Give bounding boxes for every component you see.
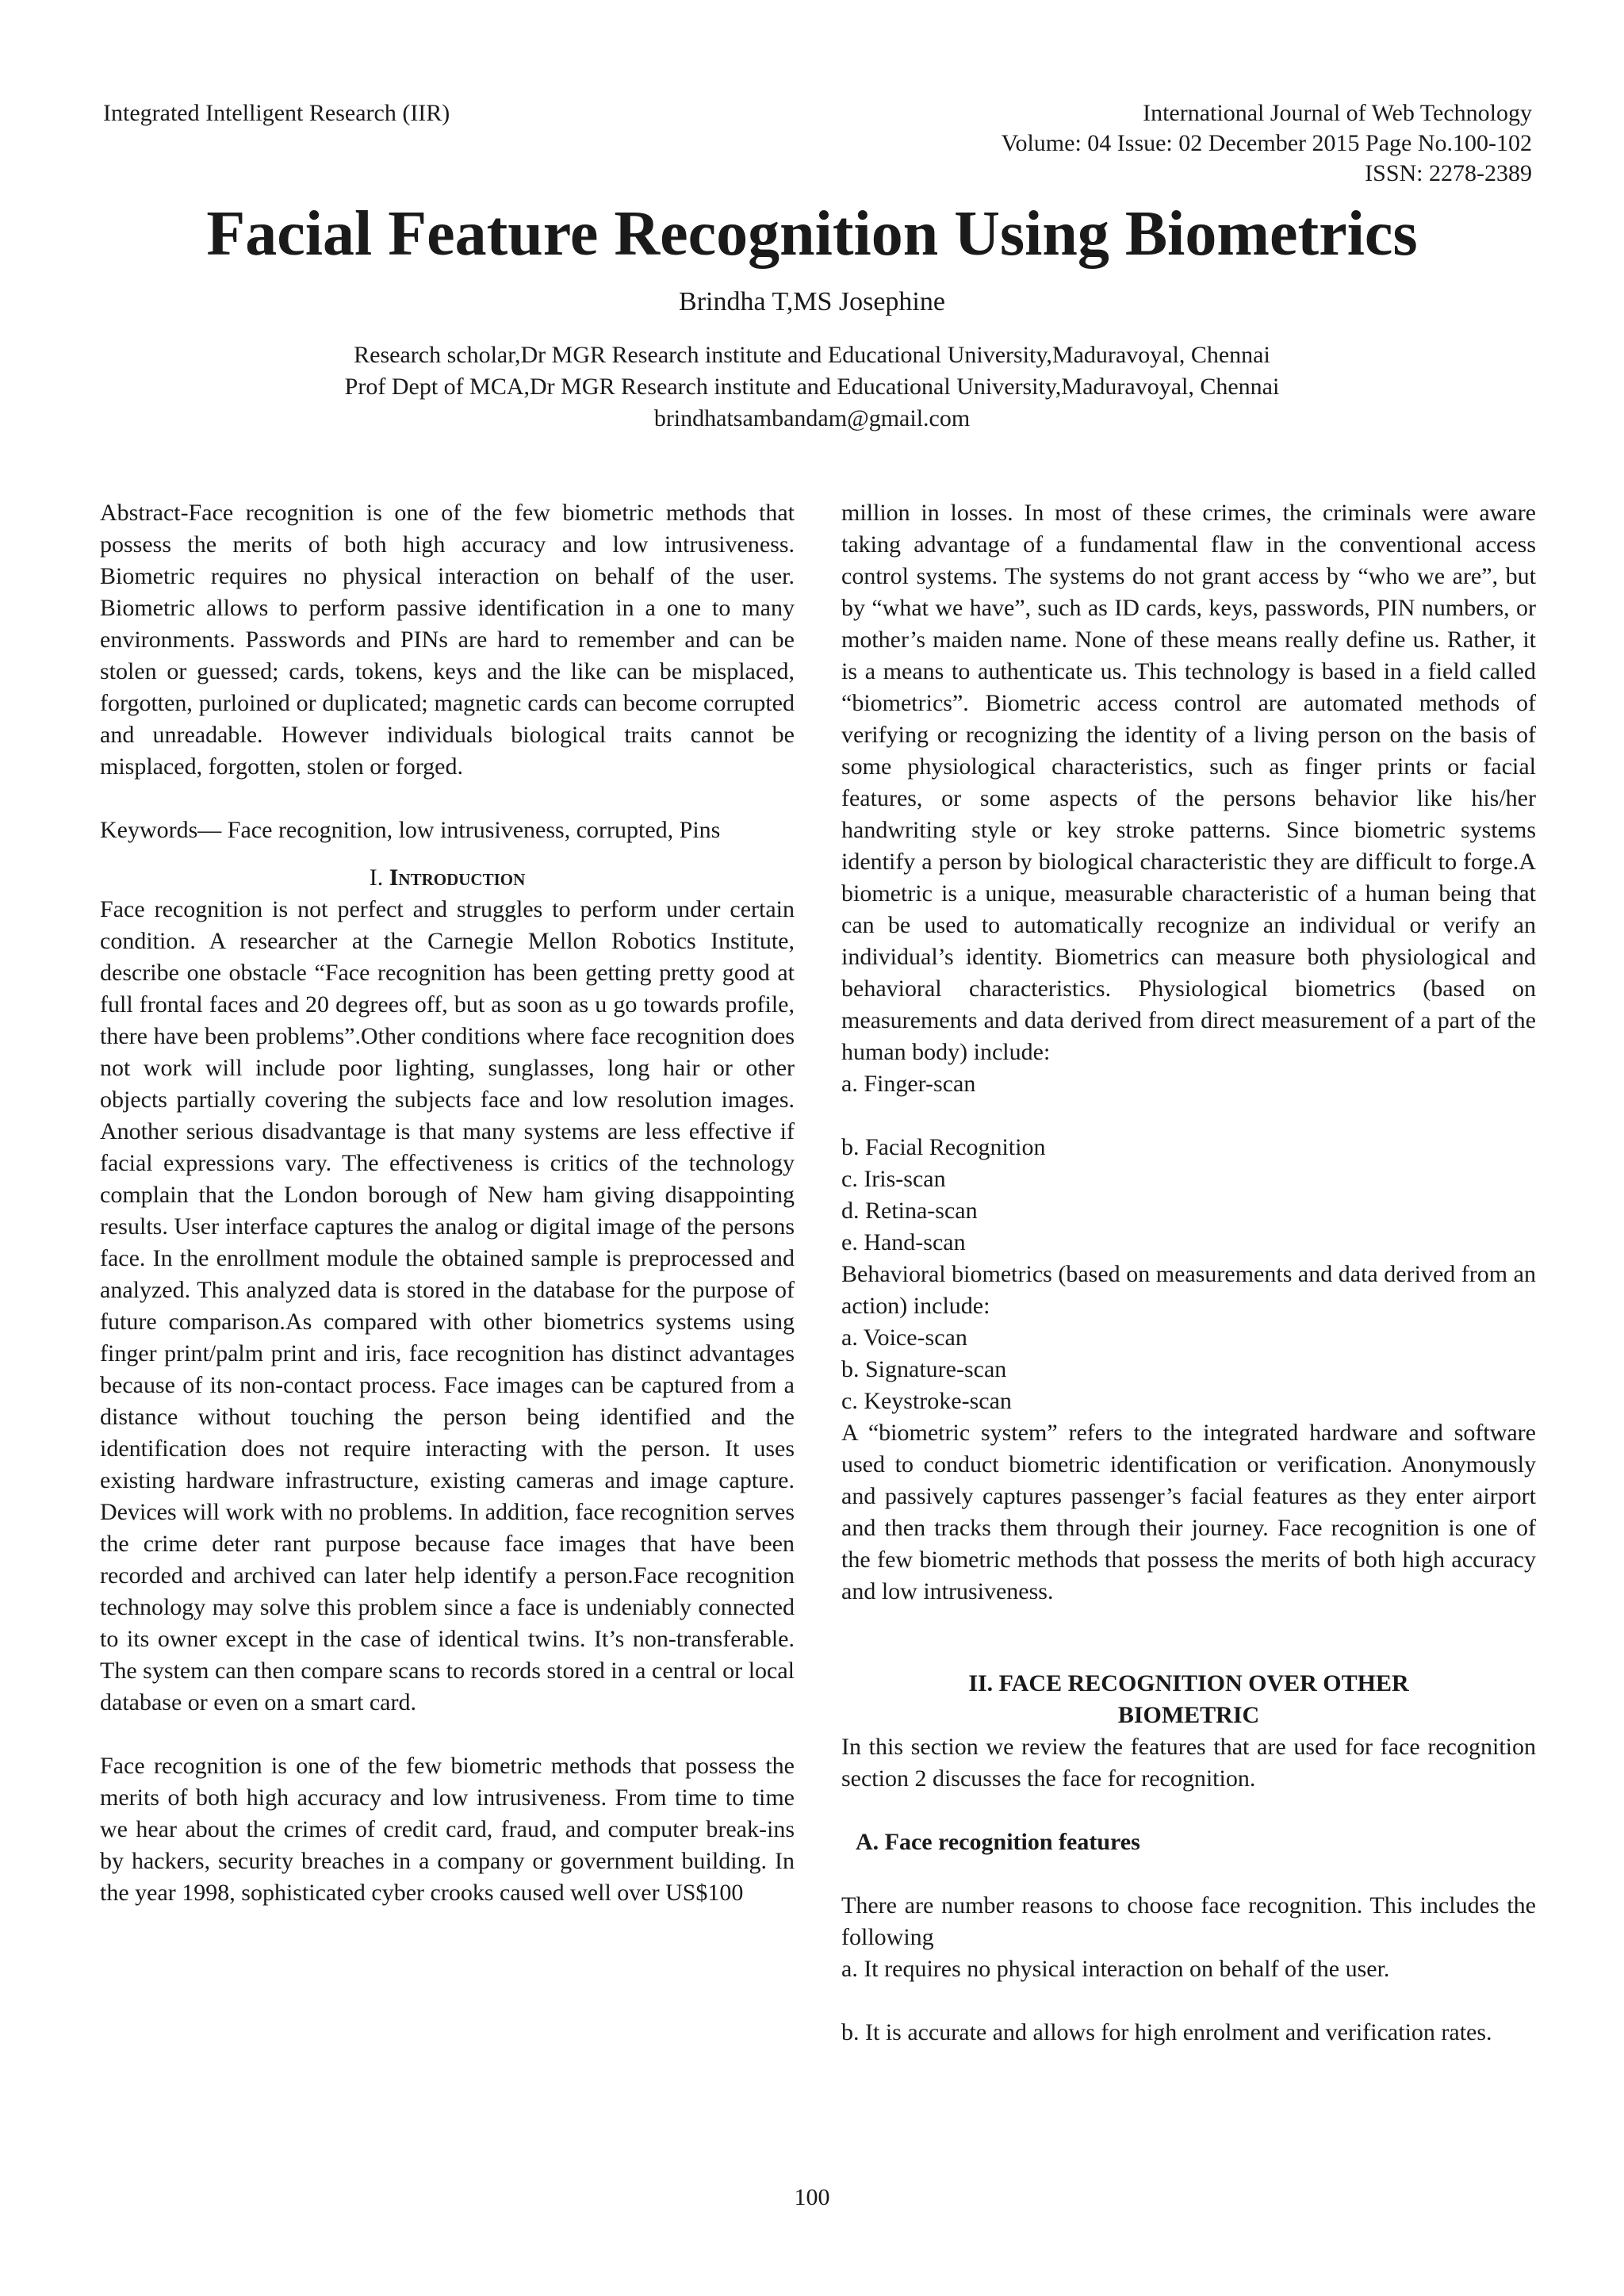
subsection-a-heading: A. Face recognition features (856, 1829, 1140, 1855)
list-item: c. Keystroke-scan (841, 1388, 1012, 1414)
list-item: b. Facial Recognition (841, 1134, 1046, 1160)
section-1-number: I. (369, 864, 384, 891)
features-intro: There are number reasons to choose face recognition. This includes the following (841, 1892, 1536, 1950)
left-column (100, 497, 795, 1909)
biometric-system-paragraph: A “biometric system” refers to the integrated hardware and software used to conduct biometric identification or verification. Anonymously and passively captures passenger’s facial features as they enter airport and then tracks them through their journey. Face recognition is one of the few biometric methods that possess the merits of both high accuracy and low intrusiveness. (841, 1420, 1536, 1604)
page-number: 100 (794, 2184, 830, 2210)
list-item: c. Iris-scan (841, 1166, 946, 1192)
continued-paragraph: million in losses. In most of these crimes, the criminals were aware taking advantage of a fundamental flaw in the conventional access control systems. The systems do not grant access by “who we are”, but by “what we have”, such as ID cards, keys, passwords, PIN numbers, or mother’s maiden name. None of these means really define us. Rather, it is a means to authenticate us. This technology is based in a field called “biometrics”. Biometric access control are automated methods of verifying or recognizing the identity of a living person on the basis of some physiological characteristics, such as finger prints or facial features, or some aspects of the persons behavior like his/her handwriting style or key stroke patterns. Since biometric systems identify a person by biological characteristic they are difficult to forge.A biometric is a unique, measurable characteristic of a human being that can be used to automatically recognize an individual or verify an individual’s identity. Biometrics can measure both physiological and behavioral characteristics. Physiological biometrics (based on measurements and data derived from direct measurement of a part of the human body) include: (841, 500, 1536, 1065)
list-item: a. Finger-scan (841, 1071, 976, 1097)
volume-info: Volume: 04 Issue: 02 December 2015 Page No.100-102 (1001, 130, 1532, 156)
affiliation-2: Prof Dept of MCA,Dr MGR Research institute and Educational University,Maduravoyal, Chennai (344, 374, 1280, 400)
feature-item: b. It is accurate and allows for high enrolment and verification rates. (841, 2019, 1492, 2045)
intro-paragraph-1: Face recognition is not perfect and struggles to perform under certain condition. A researcher at the Carnegie Mellon Robotics Institute, describe one obstacle “Face recognition has been getting pretty good at full frontal faces and 20 degrees off, but as soon as u go towards profile, there have been problems”.Other conditions where face recognition does not work will include poor lighting, sunglasses, long hair or other objects partially covering the subjects face and low resolution images. Another serious disadvantage is that many systems are less effective if facial expressions vary. The effectiveness is critics of the technology complain that the London borough of New ham giving disappointing results. User interface captures the analog or digital image of the persons face. In the enrollment module the obtained sample is preprocessed and analyzed. This analyzed data is stored in the database for the purpose of future comparison.As compared with other biometrics systems using finger print/palm print and iris, face recognition has distinct advantages because of its non-contact process. Face images can be captured from a distance without touching the person being identified and the identification does not require interacting with the person. It uses existing hardware infrastructure, existing cameras and image capture. Devices will work with no problems. In addition, face recognition serves the crime deter rant purpose because face images that have been recorded and archived can later help identify a person.Face recognition technology may solve this problem since a face is undeniably connected to its owner except in the case of identical twins. It’s non-transferable. The system can then compare scans to records stored in a central or local database or even on a smart card. (100, 896, 795, 1715)
paper-title: Facial Feature Recognition Using Biometrics (206, 199, 1418, 269)
intro-paragraph-2: Face recognition is one of the few biometric methods that possess the merits of both high accuracy and low intrusiveness. From time to time we hear about the crimes of credit card, fraud, and computer break-ins by hackers, security breaches in a company or government building. In the year 1998, sophisticated cyber crooks caused well over US$100 (100, 1753, 795, 1906)
header-left: Integrated Intelligent Research (IIR) (103, 100, 450, 126)
authors: Brindha T,MS Josephine (679, 287, 945, 316)
section-1-title: Introduction (389, 864, 526, 891)
abstract: Abstract-Face recognition is one of the few biometric methods that possess the merits of both high accuracy and low intrusiveness. Biometric requires no physical interaction on behalf of the user. Biometric allows to perform passive identification in a one to many environments. Passwords and PINs are hard to remember and can be stolen or guessed; cards, tokens, keys and the like can be misplaced, forgotten, purloined or duplicated; magnetic cards can become corrupted and unreadable. However individuals biological traits cannot be misplaced, forgotten, stolen or forged. (100, 500, 795, 780)
feature-item: a. It requires no physical interaction on behalf of the user. (841, 1956, 1390, 1982)
list-item: e. Hand-scan (841, 1229, 966, 1255)
right-column (841, 497, 1536, 2049)
affiliation-1: Research scholar,Dr MGR Research institute and Educational University,Maduravoyal, Chennai (354, 342, 1270, 368)
list-item: d. Retina-scan (841, 1198, 978, 1224)
section-2-heading-line-2: BIOMETRIC (1117, 1702, 1260, 1728)
affiliations (0, 339, 1624, 435)
issn: ISSN: 2278-2389 (1365, 160, 1532, 186)
behavioral-intro: Behavioral biometrics (based on measurements and data derived from an action) include: (841, 1261, 1536, 1319)
section-2-heading-line-1: II. FACE RECOGNITION OVER OTHER (968, 1670, 1409, 1696)
author-email[interactable]: brindhatsambandam@gmail.com (653, 405, 971, 431)
keywords: Keywords— Face recognition, low intrusiveness, corrupted, Pins (100, 817, 721, 843)
section-1-heading (100, 862, 795, 894)
journal-name: International Journal of Web Technology (1143, 100, 1532, 126)
header-right (1002, 98, 1532, 189)
section-2-paragraph: In this section we review the features that are used for face recognition section 2 discusses the face for recognition. (841, 1734, 1536, 1792)
list-item: a. Voice-scan (841, 1324, 967, 1351)
list-item: b. Signature-scan (841, 1356, 1007, 1382)
